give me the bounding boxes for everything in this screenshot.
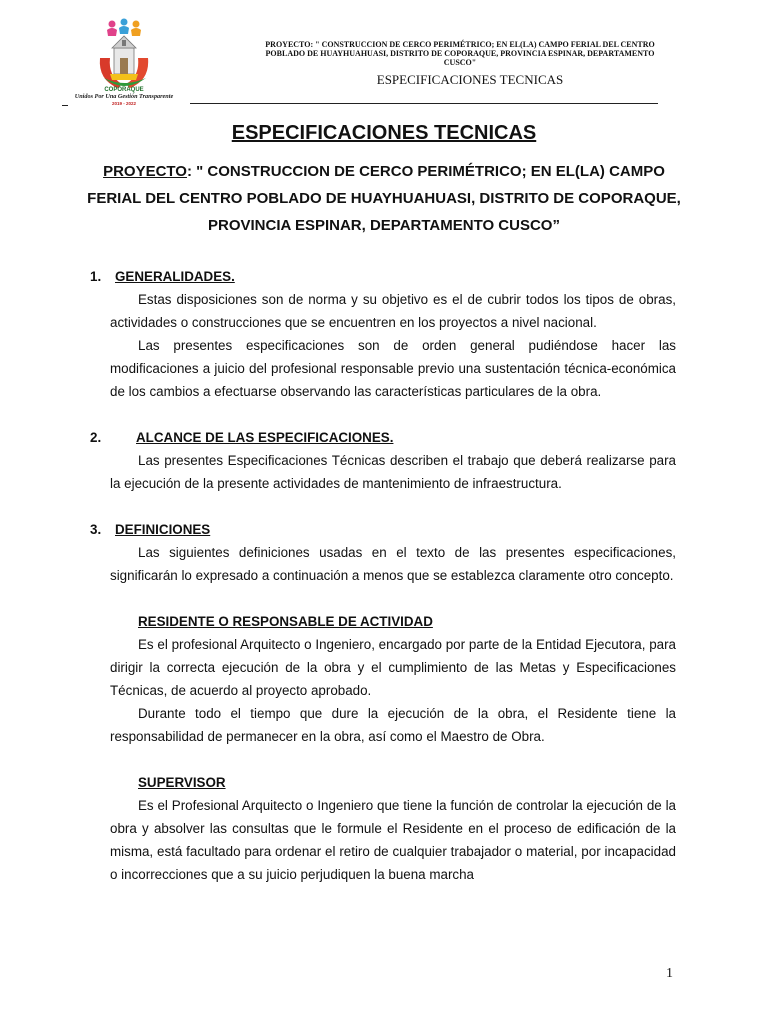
section-heading-3 bbox=[90, 518, 676, 541]
section-heading-2 bbox=[90, 426, 676, 449]
section-title: DEFINICIONES bbox=[115, 522, 211, 537]
page-header bbox=[60, 18, 670, 108]
header-divider bbox=[190, 103, 658, 104]
document-title: ESPECIFICACIONES TECNICAS bbox=[231, 122, 537, 144]
section-number: 1. bbox=[90, 269, 102, 284]
svg-text:2019 - 2022: 2019 - 2022 bbox=[111, 101, 137, 106]
paragraph: Las presentes especificaciones son de orden general pudiéndose hacer las modificaciones a juicio del profesional responsable previo una sustentación técnica-económica de los cambios a efectuarse observando las características particulares de la obra. bbox=[110, 338, 676, 399]
section-number: 2. bbox=[90, 430, 102, 445]
page-number: 1 bbox=[666, 966, 673, 981]
subheading-residente: RESIDENTE O RESPONSABLE DE ACTIVIDAD bbox=[138, 614, 433, 629]
paragraph: Durante todo el tiempo que dure la ejecución de la obra, el Residente tiene la responsabilidad de permanecer en la obra, así como el Maestro de Obra. bbox=[110, 706, 676, 744]
project-heading bbox=[84, 158, 684, 239]
section-title: GENERALIDADES. bbox=[115, 269, 235, 284]
document-body bbox=[90, 265, 676, 886]
section-number: 3. bbox=[90, 522, 102, 537]
svg-text:COPORAQUE: COPORAQUE bbox=[104, 87, 144, 93]
paragraph: Estas disposiciones son de norma y su objetivo es el de cubrir todos los tipos de obras, actividades o construcciones que se encuentren en los proyectos a nivel nacional. bbox=[110, 292, 676, 330]
project-text: : " CONSTRUCCION DE CERCO PERIMÉTRICO; EN EL(LA) CAMPO FERIAL DEL CENTRO POBLADO DE HUAYHUAHUASI, DISTRITO DE COPORAQUE, PROVINCIA ESPINAR, DEPARTAMENTO CUSCO” bbox=[87, 163, 681, 234]
section-title: ALCANCE DE LAS ESPECIFICACIONES. bbox=[136, 430, 394, 445]
svg-text:Unidos Por Una Gestión Transpa: Unidos Por Una Gestión Transparente bbox=[74, 93, 174, 100]
section-heading-1 bbox=[90, 265, 676, 288]
header-project-line: PROYECTO: " CONSTRUCCION DE CERCO PERIMÉTRICO; EN EL(LA) CAMPO FERIAL DEL CENTRO POBLADO DE HUAYHUAHUASI, DISTRITO DE COPORAQUE, PROVINCIA ESPINAR, DEPARTAMENTO CUSCO" bbox=[265, 40, 655, 67]
paragraph: Las siguientes definiciones usadas en el texto de las presentes especificaciones, significarán lo expresado a continuación a menos que se establezca claramente otro concepto. bbox=[110, 545, 676, 583]
header-spec-label: ESPECIFICACIONES TECNICAS bbox=[376, 72, 564, 87]
header-dash bbox=[62, 105, 68, 106]
paragraph: Las presentes Especificaciones Técnicas describen el trabajo que deberá realizarse para la ejecución de la presente actividades de mantenimiento de infraestructura. bbox=[110, 453, 676, 491]
paragraph: Es el Profesional Arquitecto o Ingeniero que tiene la función de controlar la ejecución de la obra y absolver las consultas que le formule el Residente en el proceso de edificación de la misma, está facultado para ordenar el retiro de cualquier trabajador o material, por incapacidad o incorrecciones que a su juicio perjudiquen la buena marcha bbox=[110, 798, 676, 882]
paragraph: Es el profesional Arquitecto o Ingeniero, encargado por parte de la Entidad Ejecutora, para dirigir la correcta ejecución de la obra y el cumplimiento de las Metas y Especificaciones Técnicas, de acuerdo al proyecto aprobado. bbox=[110, 637, 676, 698]
subheading-supervisor: SUPERVISOR bbox=[138, 775, 226, 790]
coporaque-logo bbox=[60, 18, 190, 106]
project-label: PROYECTO bbox=[103, 163, 187, 180]
